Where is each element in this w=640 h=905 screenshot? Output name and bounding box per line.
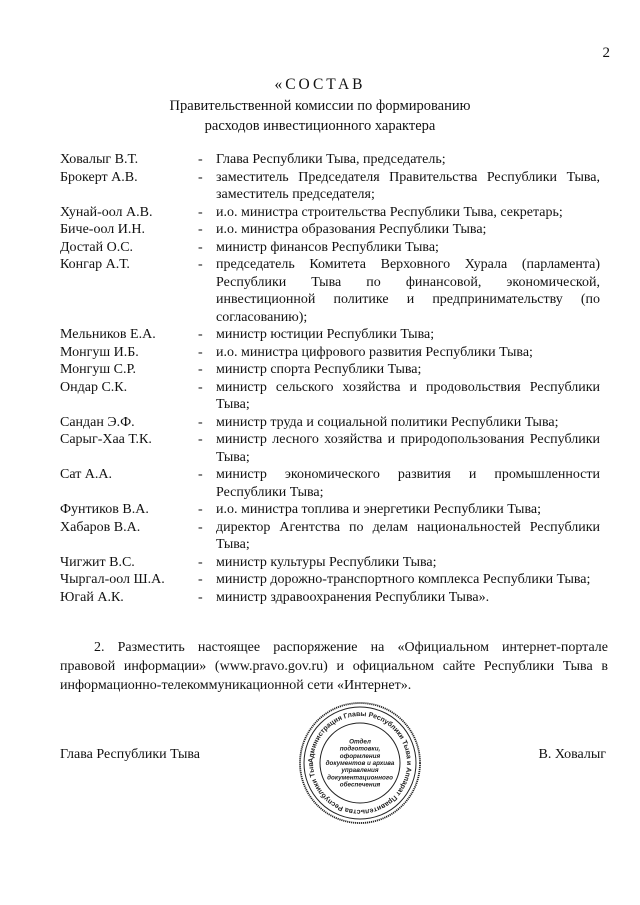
member-role: министр труда и социальной политики Республики Тыва; — [216, 414, 559, 430]
member-name: Сандан Э.Ф. — [60, 414, 135, 430]
member-role: министр сельского хозяйства и продовольствия Республики Тыва; — [216, 379, 600, 412]
member-row — [60, 256, 600, 326]
member-name: Достай О.С. — [60, 239, 134, 255]
stamp-inner-line: управления — [341, 767, 379, 775]
publication-paragraph: 2. Разместить настоящее распоряжение на «Официальном интернет-портале правовой информации» (www.pravo.gov.ru) и официальном сайте Республики Тыва в информационно-телекоммуникационной сети «Интернет». — [60, 640, 608, 693]
member-role: министр культуры Республики Тыва; — [216, 554, 437, 570]
stamp-inner-line: обеспечения — [339, 781, 381, 789]
member-name: Ховалыг В.Т. — [60, 152, 139, 167]
member-name: Сат А.А. — [60, 467, 113, 482]
member-row — [60, 501, 600, 519]
member-name: Чыргал-оол Ш.А. — [60, 572, 165, 587]
member-name: Ондар С.К. — [60, 379, 128, 395]
member-dash: - — [198, 589, 203, 605]
member-dash: - — [198, 572, 203, 587]
member-row — [60, 466, 600, 501]
member-dash: - — [198, 169, 203, 185]
member-name: Монгуш С.Р. — [60, 362, 136, 377]
member-row — [60, 361, 600, 379]
stamp-inner-line: подготовки, — [339, 745, 381, 753]
member-name: Брокерт А.В. — [60, 169, 138, 185]
member-role: министр экономического развития и промышленности Республики Тыва; — [216, 467, 600, 500]
signature-title: Глава Республики Тыва — [60, 747, 201, 762]
member-role: председатель Комитета Верховного Хурала (парламента) Республики Тыва по финансовой, экономической, инвестиционной политике и предпринимательству (по согласованию); — [216, 257, 600, 325]
member-role: министр лесного хозяйства и природопользования Республики Тыва; — [216, 432, 600, 465]
official-stamp — [297, 700, 423, 826]
member-name: Чигжит В.С. — [60, 554, 135, 570]
member-role: Глава Республики Тыва, председатель; — [216, 152, 446, 167]
member-row — [60, 239, 600, 257]
member-name: Монгуш И.Б. — [60, 344, 139, 360]
stamp-inner-line: оформления — [339, 752, 381, 760]
page-number: 2 — [602, 45, 610, 61]
stamp-inner-line: документов и архива — [325, 760, 395, 767]
member-dash: - — [198, 362, 203, 377]
member-role: и.о. министра топлива и энергетики Республики Тыва; — [216, 502, 541, 517]
stamp-inner-line: Отдел — [349, 738, 371, 746]
stamp-seal-icon — [297, 700, 423, 826]
member-role: министр спорта Республики Тыва; — [216, 362, 422, 377]
member-dash: - — [198, 467, 203, 482]
member-row — [60, 151, 600, 169]
member-name: Конгар А.Т. — [60, 257, 130, 272]
document-subtitle-line2: расходов инвестиционного характера — [204, 118, 436, 134]
member-dash: - — [198, 239, 203, 255]
member-role: директор Агентства по делам национальностей Республики Тыва; — [216, 519, 600, 552]
document-subtitle-line1: Правительственной комиссии по формированию — [169, 98, 471, 114]
stamp-inner-line: документационного — [327, 774, 393, 782]
stamp-inner-text — [326, 737, 395, 788]
member-dash: - — [198, 257, 203, 272]
document-title: «СОСТАВ — [274, 76, 366, 93]
member-row — [60, 414, 600, 432]
member-name: Хунай-оол А.В. — [60, 204, 153, 220]
member-dash: - — [198, 327, 203, 342]
member-role: и.о. министра цифрового развития Республики Тыва; — [216, 344, 533, 360]
member-dash: - — [198, 222, 203, 237]
member-row — [60, 221, 600, 239]
member-name: Хабаров В.А. — [60, 519, 141, 535]
member-dash: - — [198, 204, 203, 220]
member-role: министр здравоохранения Республики Тыва». — [216, 589, 490, 605]
member-name: Мельников Е.А. — [60, 327, 156, 342]
member-row — [60, 169, 600, 204]
stamp-ring-text: Администрация Главы Республики Тыва и Аппарат Правительства Республики Тыв — [307, 710, 413, 816]
member-dash: - — [198, 554, 203, 570]
member-dash: - — [198, 502, 203, 517]
member-role: заместитель Председателя Правительства Республики Тыва, заместитель председателя; — [216, 169, 600, 202]
member-row — [60, 326, 600, 344]
signature-name: В. Ховалыг — [538, 747, 606, 762]
member-row — [60, 554, 600, 572]
member-role: министр юстиции Республики Тыва; — [216, 327, 435, 342]
member-dash: - — [198, 344, 203, 360]
member-name: Сарыг-Хаа Т.К. — [60, 432, 152, 447]
member-dash: - — [198, 432, 203, 447]
member-row — [60, 571, 600, 589]
member-role: и.о. министра образования Республики Тыва; — [216, 222, 487, 237]
member-dash: - — [198, 152, 203, 167]
member-name: Фунтиков В.А. — [60, 502, 149, 517]
member-row — [60, 204, 600, 222]
member-row — [60, 589, 600, 607]
member-dash: - — [198, 379, 203, 395]
member-row — [60, 379, 600, 414]
member-dash: - — [198, 414, 203, 430]
member-role: министр дорожно-транспортного комплекса Республики Тыва; — [216, 572, 591, 587]
member-row — [60, 431, 600, 466]
member-row — [60, 519, 600, 554]
member-name: Югай А.К. — [60, 589, 124, 605]
member-name: Биче-оол И.Н. — [60, 222, 145, 237]
member-dash: - — [198, 519, 203, 535]
member-role: и.о. министра строительства Республики Тыва, секретарь; — [216, 204, 563, 220]
member-role: министр финансов Республики Тыва; — [216, 239, 439, 255]
member-row — [60, 344, 600, 362]
commission-members-list — [60, 151, 600, 606]
